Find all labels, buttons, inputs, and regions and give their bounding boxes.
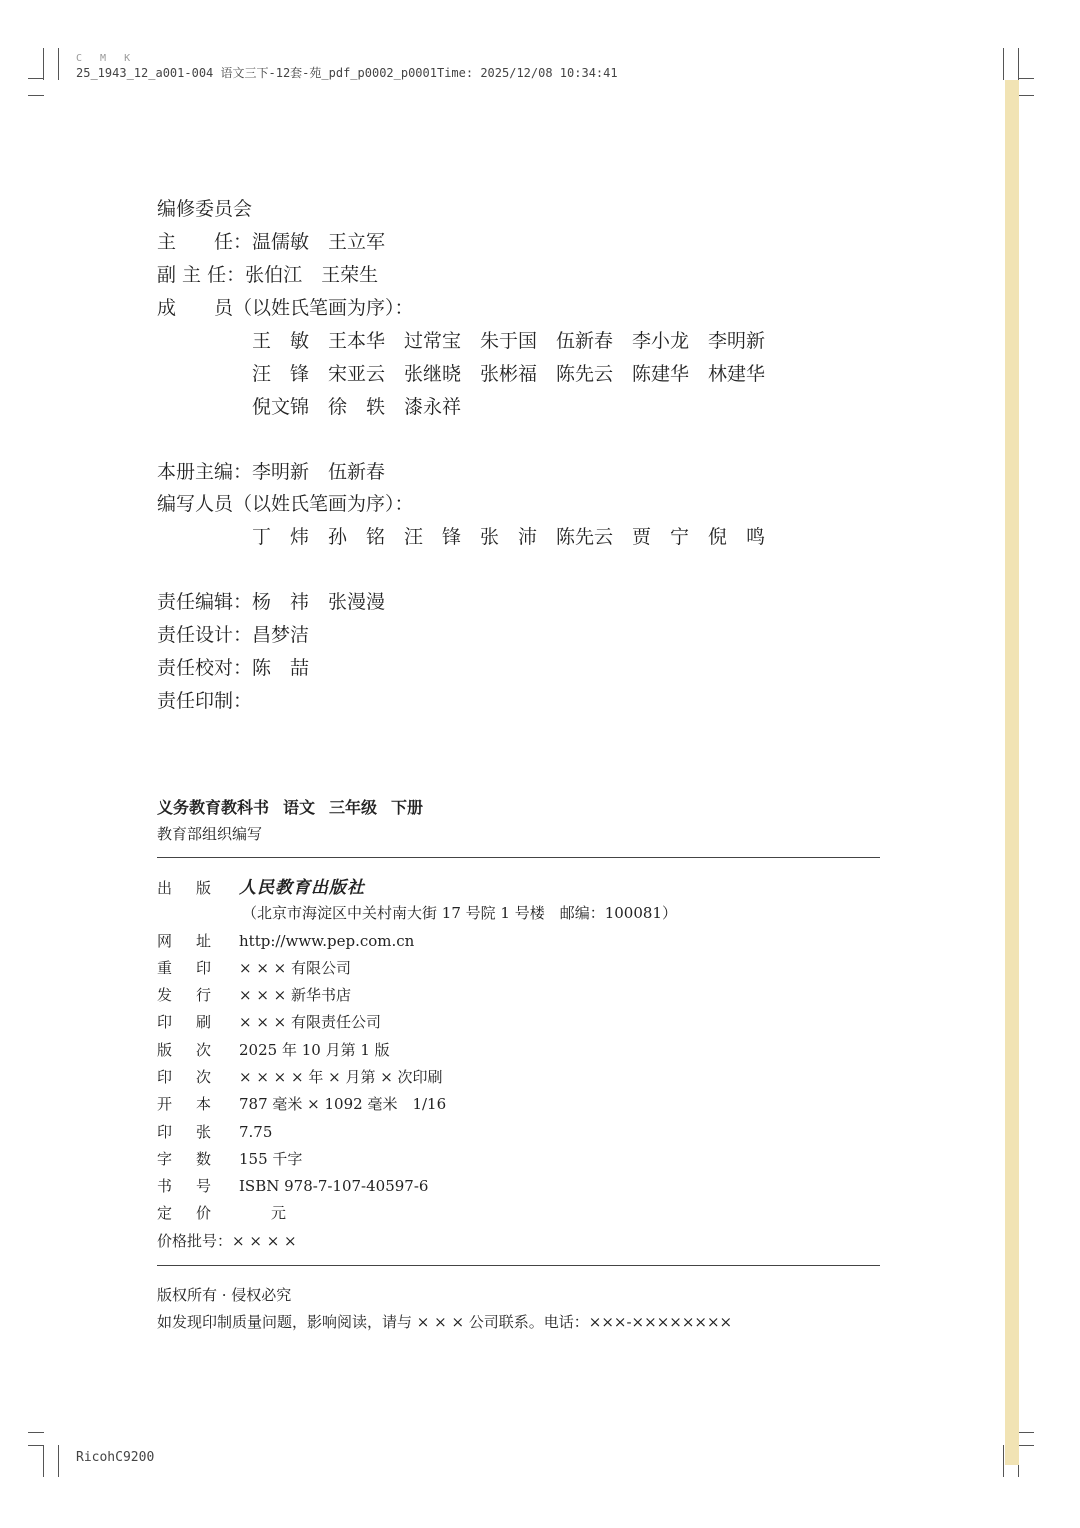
member-name: 林建华 <box>708 363 766 385</box>
sheets-line <box>157 1122 272 1142</box>
quality-contact-notice: 如发现印制质量问题，影响阅读，请与 × × × 公司联系。电话：×××-×××××××× <box>157 1313 733 1331</box>
format-label: 开本 <box>157 1095 236 1113</box>
print-label: 责任印制： <box>157 690 253 712</box>
book-subject: 语文 <box>283 798 316 817</box>
edition-value: 2025 年 10 月第 1 版 <box>239 1041 390 1059</box>
deputy-names: 张伯江 王荣生 <box>245 264 379 286</box>
member-name: 张彬福 <box>480 363 538 385</box>
member-name: 张继晓 <box>404 363 462 385</box>
members-row <box>252 395 480 419</box>
writer-name: 张 沛 <box>480 526 538 548</box>
member-name: 朱于国 <box>480 330 538 352</box>
crop-mark <box>1018 1432 1034 1433</box>
slug-line: 25_1943_12_a001-004 语文三下-12套-苑_pdf_p0002_p0001Time: 2025/12/08 10:34:41 <box>76 66 618 80</box>
edge-ribbon <box>1005 80 1019 1465</box>
distributor-label: 发行 <box>157 986 236 1004</box>
member-name: 伍新春 <box>556 330 614 352</box>
crop-mark <box>43 1445 44 1477</box>
crop-mark <box>28 1445 44 1446</box>
deputy-line <box>157 263 378 287</box>
web-label: 网址 <box>157 932 236 950</box>
crop-mark <box>1003 48 1004 80</box>
writers-row <box>252 525 784 549</box>
committee-heading: 编修委员会 <box>157 198 253 220</box>
members-row <box>252 362 784 386</box>
design-label: 责任设计： <box>157 624 253 646</box>
print-slug <box>76 52 618 80</box>
publisher-line <box>157 878 365 898</box>
sheets-label: 印张 <box>157 1123 236 1141</box>
writer-name: 贾 宁 <box>632 526 690 548</box>
web-url: http://www.pep.com.cn <box>239 932 415 950</box>
divider <box>157 857 880 858</box>
price-value: 元 <box>271 1204 287 1222</box>
crop-mark <box>1003 1445 1004 1477</box>
device-label: RicohC9200 <box>76 1450 155 1465</box>
director-label: 主 任： <box>157 231 253 253</box>
book-title <box>157 795 437 818</box>
print-line <box>157 689 252 713</box>
words-line <box>157 1149 302 1169</box>
impression-value: × × × × 年 × 月第 × 次印刷 <box>239 1068 443 1086</box>
writer-name: 孙 铭 <box>328 526 386 548</box>
members-label: 成 员（以姓氏笔画为序）： <box>157 297 414 319</box>
reprint-line <box>157 958 351 978</box>
crop-mark <box>43 48 44 80</box>
cmk-marks: C M K <box>76 53 137 64</box>
printer-line <box>157 1012 381 1032</box>
book-grade: 三年级 <box>329 798 378 817</box>
approval-line <box>157 1231 297 1251</box>
publisher-label: 出版 <box>157 879 236 897</box>
member-name: 陈建华 <box>632 363 690 385</box>
writers-label: 编写人员（以姓氏笔画为序）： <box>157 493 414 515</box>
member-name: 徐 轶 <box>328 396 386 418</box>
isbn-label: 书号 <box>157 1177 236 1195</box>
publisher-logo: 人民教育出版社 <box>239 878 365 898</box>
member-name: 王本华 <box>328 330 386 352</box>
design-names: 昌梦洁 <box>252 624 310 646</box>
reprint-value: × × × 有限公司 <box>239 959 352 977</box>
isbn-line <box>157 1176 428 1196</box>
design-line <box>157 623 309 647</box>
proof-label: 责任校对： <box>157 657 253 679</box>
impression-line <box>157 1067 443 1087</box>
printer-value: × × × 有限责任公司 <box>239 1013 382 1031</box>
deputy-label: 副 主 任： <box>157 264 246 286</box>
crop-mark <box>1018 1445 1034 1446</box>
reprint-label: 重印 <box>157 959 236 977</box>
approval-label: 价格批号： <box>157 1232 233 1250</box>
format-value: 787 毫米 × 1092 毫米 1/16 <box>239 1095 447 1113</box>
proof-names: 陈 喆 <box>252 657 310 679</box>
proof-line <box>157 656 309 680</box>
distributor-line <box>157 985 351 1005</box>
divider <box>157 1265 880 1266</box>
format-line <box>157 1094 446 1114</box>
book-org: 教育部组织编写 <box>157 825 263 843</box>
member-name: 倪文锦 <box>252 396 310 418</box>
crop-mark <box>58 48 59 80</box>
member-name: 宋亚云 <box>328 363 386 385</box>
publisher-address: （北京市海淀区中关村南大街 17 号院 1 号楼 邮编：100081） <box>242 904 677 922</box>
writer-name: 倪 鸣 <box>708 526 766 548</box>
members-row <box>252 329 784 353</box>
web-line <box>157 931 414 951</box>
chief-editor-label: 本册主编： <box>157 461 253 483</box>
writer-name: 陈先云 <box>556 526 614 548</box>
crop-mark <box>1018 48 1019 80</box>
sheets-value: 7.75 <box>239 1123 273 1141</box>
crop-mark <box>28 78 44 79</box>
chief-editor-line <box>157 460 385 484</box>
words-value: 155 千字 <box>239 1150 303 1168</box>
distributor-value: × × × 新华书店 <box>239 986 352 1004</box>
crop-mark <box>28 95 44 96</box>
book-series: 义务教育教科书 <box>157 798 270 817</box>
printer-label: 印刷 <box>157 1013 236 1031</box>
isbn-value: ISBN 978-7-107-40597-6 <box>239 1177 429 1195</box>
crop-mark <box>58 1445 59 1477</box>
member-name: 陈先云 <box>556 363 614 385</box>
member-name: 李小龙 <box>632 330 690 352</box>
chief-editor-names: 李明新 伍新春 <box>252 461 386 483</box>
writer-name: 丁 炜 <box>252 526 310 548</box>
director-line <box>157 230 385 254</box>
member-name: 漆永祥 <box>404 396 462 418</box>
words-label: 字数 <box>157 1150 236 1168</box>
edition-line <box>157 1040 390 1060</box>
crop-mark <box>1018 95 1034 96</box>
crop-mark <box>1018 78 1034 79</box>
impression-label: 印次 <box>157 1068 236 1086</box>
editor-line <box>157 590 385 614</box>
price-label: 定价 <box>157 1204 236 1222</box>
copyright-notice: 版权所有 · 侵权必究 <box>157 1286 292 1304</box>
editor-names: 杨 祎 张漫漫 <box>252 591 386 613</box>
writer-name: 汪 锋 <box>404 526 462 548</box>
price-line <box>157 1203 286 1223</box>
member-name: 过常宝 <box>404 330 462 352</box>
crop-mark <box>28 1432 44 1433</box>
director-names: 温儒敏 王立军 <box>252 231 386 253</box>
approval-value: × × × × <box>232 1232 297 1250</box>
edition-label: 版次 <box>157 1041 236 1059</box>
member-name: 王 敏 <box>252 330 310 352</box>
editor-label: 责任编辑： <box>157 591 253 613</box>
member-name: 李明新 <box>708 330 766 352</box>
book-volume: 下册 <box>391 798 424 817</box>
member-name: 汪 锋 <box>252 363 310 385</box>
